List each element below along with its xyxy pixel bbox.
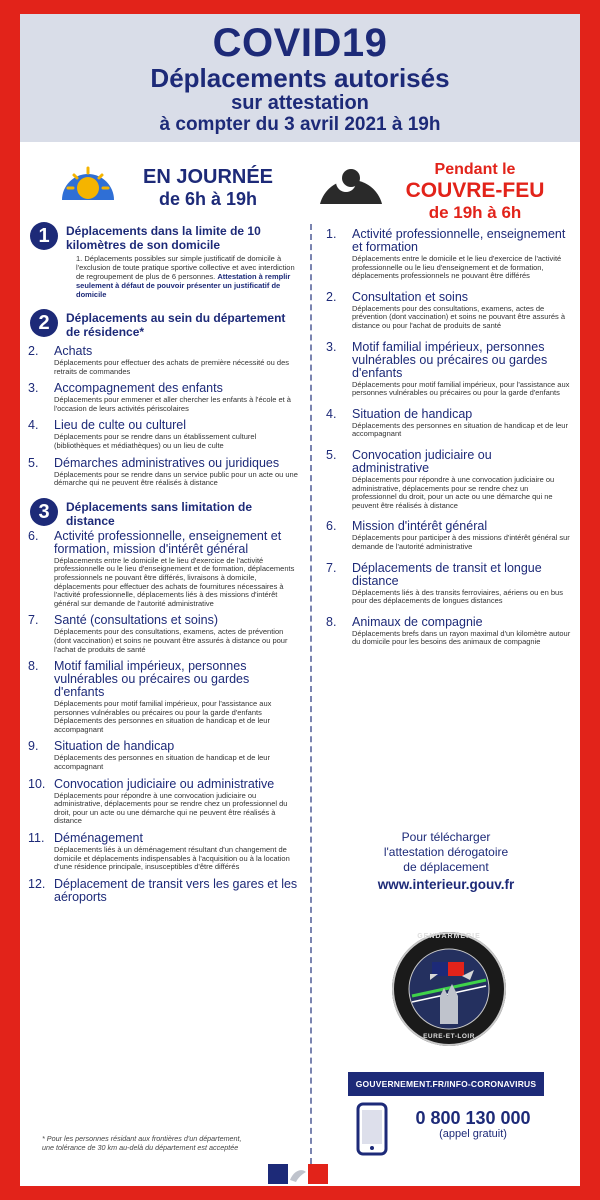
gendarmerie-badge: [390, 930, 508, 1048]
list-item: [28, 660, 298, 734]
night-title: [380, 160, 570, 223]
column-divider: [310, 224, 312, 1164]
item-number: 6.: [28, 528, 39, 543]
item-label: Déménagement: [54, 831, 143, 846]
detail-bold-note: Attestation à remplir seulement à défaut de pouvoir présenter un justificatif de domicile: [76, 272, 291, 299]
day-title-label: EN JOURNÉE: [142, 166, 274, 188]
section-title: Déplacements au sein du département de résidence*: [66, 311, 286, 339]
phone-note: (appel gratuit): [439, 1128, 507, 1140]
poster: [20, 14, 580, 1186]
section-number: 3: [30, 498, 58, 526]
item-number: 10.: [28, 776, 46, 791]
item-label: Activité professionnelle, enseignement et formation, mission d'intérêt général: [54, 528, 282, 556]
badge-text-bottom: EURE-ET-LOIR: [423, 1033, 475, 1040]
download-line1: Pour télécharger: [401, 830, 491, 844]
item-description: Déplacements entre le domicile et le lieu d'exercice de l'activité professionnelle ou le lieu d'enseignement et de formation, déplacements professionnels ne pouvant être différés, livraisons à domicile, déplacements pour effectuer des achats de fournitures nécessaires à l'activité professionnelle, déplacements liés à des missions d'intérêt général sur demande de l'autorité administrative: [54, 555, 295, 608]
item-number: 9.: [28, 739, 39, 754]
item-description: Déplacements pour emmener et aller chercher les enfants à l'école et à l'occasion de leurs activités périscolaires: [54, 395, 291, 413]
moon-icon: [316, 148, 386, 208]
section-title: Déplacements sans limitation de distance: [66, 499, 253, 528]
list-item: [28, 530, 298, 609]
night-heading: [310, 146, 580, 220]
item-description: Déplacements pour participer à des missions d'intérêt général sur demande de l'autorité administrative: [352, 533, 570, 551]
item-number: 4.: [326, 406, 337, 421]
list-item: [28, 878, 298, 904]
item-label: Situation de handicap: [352, 406, 473, 421]
item-description: Déplacements pour effectuer des achats de première nécessité ou des retraits de commandes: [54, 358, 289, 376]
item-label: Convocation judiciaire ou administrative: [352, 447, 492, 475]
footnote: * Pour les personnes résidant aux frontières d'un département, une tolérance de 30 km au-delà du département est acceptée: [42, 1134, 242, 1152]
item-number: 1.: [326, 227, 337, 241]
list-item: [28, 457, 298, 488]
night-hours: de 19h à 6h: [428, 203, 522, 222]
list-item: [28, 740, 298, 771]
section-number: 2: [30, 309, 58, 337]
download-line3: de déplacement: [403, 860, 489, 874]
item-label: Santé (consultations et soins): [54, 613, 218, 628]
list-item: [326, 291, 572, 331]
section-title: Déplacements dans la limite de 10 kilomètres de son domicile: [66, 224, 261, 252]
detail-text: Déplacements possibles sur simple justificatif de domicile à l'exclusion de toute pratique sportive collective et avec interdiction de regroupement de plus de 6 personnes.: [76, 254, 295, 281]
night-title-line2: COUVRE-FEU: [405, 179, 545, 202]
item-label: Mission d'intérêt général: [352, 519, 488, 534]
sun-icon: [56, 148, 116, 208]
item-description: Déplacements entre le domicile et le lieu d'exercice de l'activité professionnelle ou le lieu d'enseignement et de formation, déplacements professionnels ne pouvant être différés: [352, 254, 562, 281]
item-description: Déplacements pour des consultations, examens, actes de prévention (dont vaccination) et soins ne pouvant être assurés à distance ou pour l'achat de produits de santé: [352, 303, 566, 330]
item-label: Situation de handicap: [54, 739, 175, 754]
day-column: [28, 220, 298, 904]
list-item: [326, 616, 572, 647]
item-label: Consultation et soins: [352, 289, 469, 304]
item-label: Démarches administratives ou juridiques: [54, 455, 280, 470]
item-number: 3.: [28, 381, 39, 396]
badge-text-top: GENDARMERIE: [417, 933, 481, 940]
item-label: Motif familial impérieux, personnes vulnérables ou précaires ou gardes d'enfants: [352, 339, 548, 380]
item-number: 4.: [28, 418, 39, 433]
page-subtitle-2: sur attestation: [231, 92, 369, 114]
item-description: Déplacements liés à un déménagement résultant d'un changement de domicile et déplacements indispensables à l'acquisition ou à la location d'une résidence principale, insusceptibles d'être différés: [54, 845, 290, 872]
phone-number[interactable]: 0 800 130 000: [415, 1108, 531, 1128]
item-number: 8.: [28, 659, 39, 674]
item-label: Activité professionnelle, enseignement et formation: [352, 227, 566, 254]
page-title: COVID19: [212, 21, 388, 65]
item-number: 2.: [28, 344, 39, 358]
section-2: [28, 309, 298, 488]
item-description: Déplacements pour se rendre dans un établissement culturel (bibliothèques et médiathèques) ou un lieu de culte: [54, 432, 257, 450]
section-1: [28, 222, 298, 299]
list-item: [28, 345, 298, 376]
item-number: 7.: [28, 613, 39, 628]
item-description: Déplacements liés à des transits ferroviaires, aériens ou en bus pour des déplacements de longues distances: [352, 587, 563, 606]
header: [20, 14, 580, 142]
night-column: [326, 220, 572, 647]
download-link[interactable]: www.interieur.gouv.fr: [377, 877, 515, 892]
item-description: Déplacements pour se rendre dans un service public pour un acte ou une démarche qui ne peuvent être réalisés à distance: [54, 469, 298, 488]
item-description: Déplacements des personnes en situation de handicap et de leur accompagnant: [352, 420, 568, 439]
item-label: Convocation judiciaire ou administrative: [54, 776, 275, 791]
item-number: 2.: [326, 289, 337, 304]
item-description: Déplacements brefs dans un rayon maximal d'un kilomètre autour du domicile pour les besoins des animaux de compagnie: [352, 628, 571, 647]
day-heading: [48, 146, 308, 220]
list-item: [326, 520, 572, 551]
marianne-logo: [268, 1162, 330, 1186]
list-item: [326, 449, 572, 510]
gov-info-link[interactable]: GOUVERNEMENT.FR/INFO-CORONAVIRUS: [348, 1072, 544, 1096]
section-number: 1: [30, 222, 58, 250]
list-item: [28, 832, 298, 872]
item-label: Animaux de compagnie: [352, 614, 483, 629]
list-item: [28, 419, 298, 450]
item-label: Déplacement de transit vers les gares et les aéroports: [54, 876, 298, 904]
item-number: 5.: [326, 447, 337, 462]
list-item: [326, 228, 572, 281]
detail-number: 1.: [76, 254, 83, 263]
night-title-line1: Pendant le: [434, 161, 516, 178]
list-item: [326, 562, 572, 606]
day-title: [118, 166, 298, 210]
list-item: [28, 382, 298, 413]
item-number: 8.: [326, 614, 337, 629]
item-label: Lieu de culte ou culturel: [54, 418, 187, 433]
item-description: Déplacements des personnes en situation de handicap et de leur accompagnant: [54, 753, 270, 772]
item-number: 3.: [326, 339, 337, 354]
section-3: [28, 498, 298, 904]
item-number: 12.: [28, 876, 46, 891]
item-description: Déplacements pour répondre à une convocation judiciaire ou administrative, déplacements pour se rendre chez un professionnel du droit, pour un acte ou une démarche qui ne peuvent être réalisés à distance: [352, 474, 555, 510]
effective-date: à compter du 3 avril 2021 à 19h: [159, 114, 441, 135]
item-label: Déplacements de transit et longue distance: [352, 560, 542, 588]
item-label: Motif familial impérieux, personnes vulnérables ou précaires ou gardes d'enfants: [54, 659, 250, 700]
item-description: Déplacements pour motif familial impérieux, pour l'assistance aux personnes vulnérables ou précaires ou pour la garde d'enfants Déplacements des personnes en situation de handicap et de leur accompagnant: [54, 699, 272, 734]
item-number: 6.: [326, 519, 337, 534]
list-item: [326, 408, 572, 439]
page-subtitle: Déplacements autorisés: [150, 63, 450, 93]
item-number: 7.: [326, 560, 337, 575]
phone-icon: [352, 1102, 392, 1156]
list-item: [28, 614, 298, 654]
day-hours: de 6h à 19h: [158, 189, 258, 209]
download-info: [346, 830, 546, 892]
section-detail: [28, 254, 298, 299]
item-number: 5.: [28, 455, 39, 470]
item-label: Accompagnement des enfants: [54, 381, 223, 396]
list-item: [28, 778, 298, 826]
item-number: 11.: [28, 831, 45, 846]
phone-info: [398, 1108, 548, 1141]
download-line2: l'attestation dérogatoire: [383, 845, 509, 859]
list-item: [326, 341, 572, 398]
item-label: Achats: [54, 344, 93, 358]
item-description: Déplacements pour motif familial impérieux, pour l'assistance aux personnes vulnérables ou précaires ou pour la garde d'enfants: [352, 379, 570, 398]
item-description: Déplacements pour des consultations, examens, actes de prévention (dont vaccination) et soins ne pouvant être assurés à distance ou pour l'achat de produits de santé: [54, 627, 288, 654]
item-description: Déplacements pour répondre à une convocation judiciaire ou administrative, déplacements pour se rendre chez un professionnel du droit, pour un acte ou une démarche qui ne peuvent être réalisés à distance: [54, 790, 288, 826]
